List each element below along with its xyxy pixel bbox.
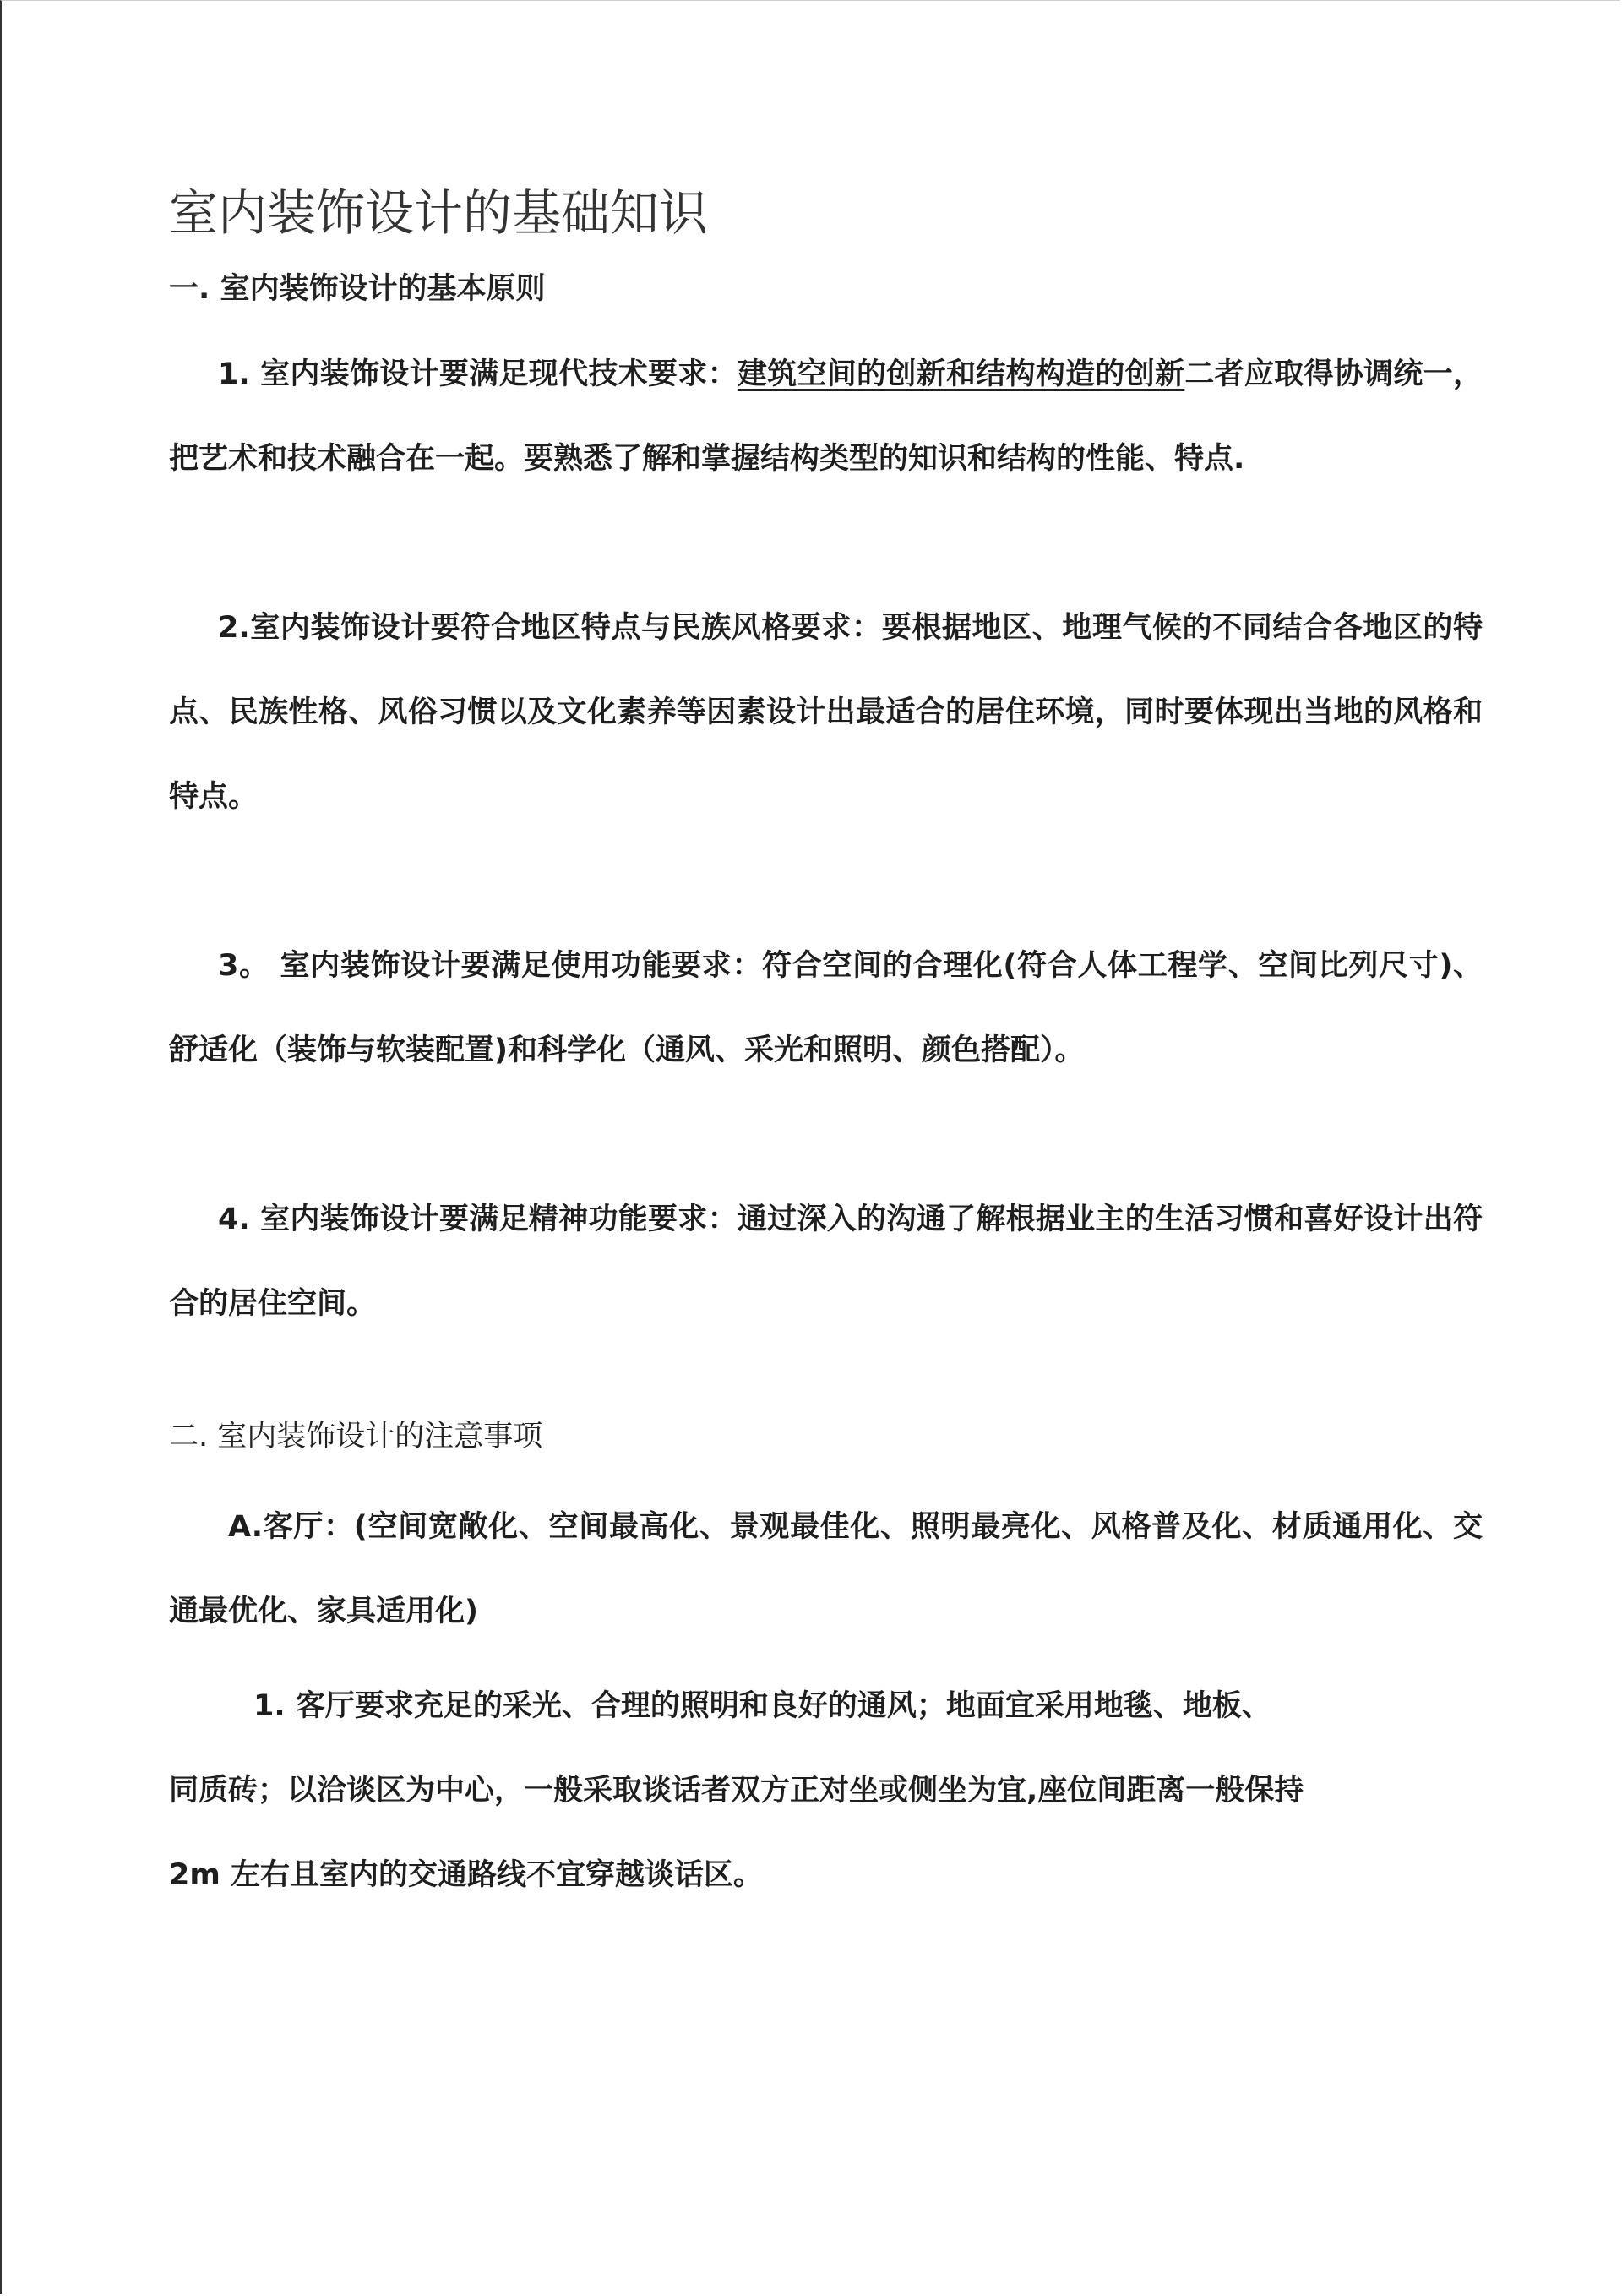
document-body xyxy=(169,169,1483,1917)
section-heading-principles: 一. 室内装饰设计的基本原则 xyxy=(169,272,546,306)
principle-1-lead: 1. 室内装饰设计要满足现代技术要求： xyxy=(218,357,738,391)
paragraph-principle-4: 4. 室内装饰设计要满足精神功能要求：通过深入的沟通了解根据业主的生活习惯和喜好设计出符合的居住空间。 xyxy=(169,1203,1483,1321)
paragraph-living-room-1-line3: 2m 左右且室内的交通路线不宜穿越谈话区。 xyxy=(169,1858,764,1892)
subheading-living-room: A.客厅：(空间宽敞化、空间最高化、景观最佳化、照明最亮化、风格普及化、材质通用化、交通最优化、家具适用化) xyxy=(169,1510,1483,1628)
principle-1-rest: 二者应取得协调统一，把艺术和技术融合在一起。要熟悉了解和掌握结构类型的知识和结构的性能、特点. xyxy=(169,357,1483,476)
paragraph-principle-2: 2.室内装饰设计要符合地区特点与民族风格要求：要根据地区、地理气候的不同结合各地区的特点、民族性格、风俗习惯以及文化素养等因素设计出最适合的居住环境，同时要体现出当地的风格和特点。 xyxy=(169,611,1483,814)
section-heading-notes: 二. 室内装饰设计的注意事项 xyxy=(169,1420,543,1453)
paragraph-living-room-1-line1: 1. 客厅要求充足的采光、合理的照明和良好的通风；地面宜采用地毯、地板、 xyxy=(253,1689,1271,1723)
paragraph-living-room-1-line2: 同质砖；以洽谈区为中心，一般采取谈话者双方正对坐或侧坐为宜,座位间距离一般保持 xyxy=(169,1774,1304,1808)
principle-1-underlined: 建筑空间的创新和结构构造的创新 xyxy=(737,357,1185,391)
paragraph-principle-3: 3。 室内装饰设计要满足使用功能要求：符合空间的合理化(符合人体工程学、空间比列尺寸)、舒适化（装饰与软装配置)和科学化（通风、采光和照明、颜色搭配）。 xyxy=(169,949,1483,1067)
paragraph-principle-1 xyxy=(169,332,1483,501)
document-title: 室内装饰设计的基础知识 xyxy=(169,184,709,242)
